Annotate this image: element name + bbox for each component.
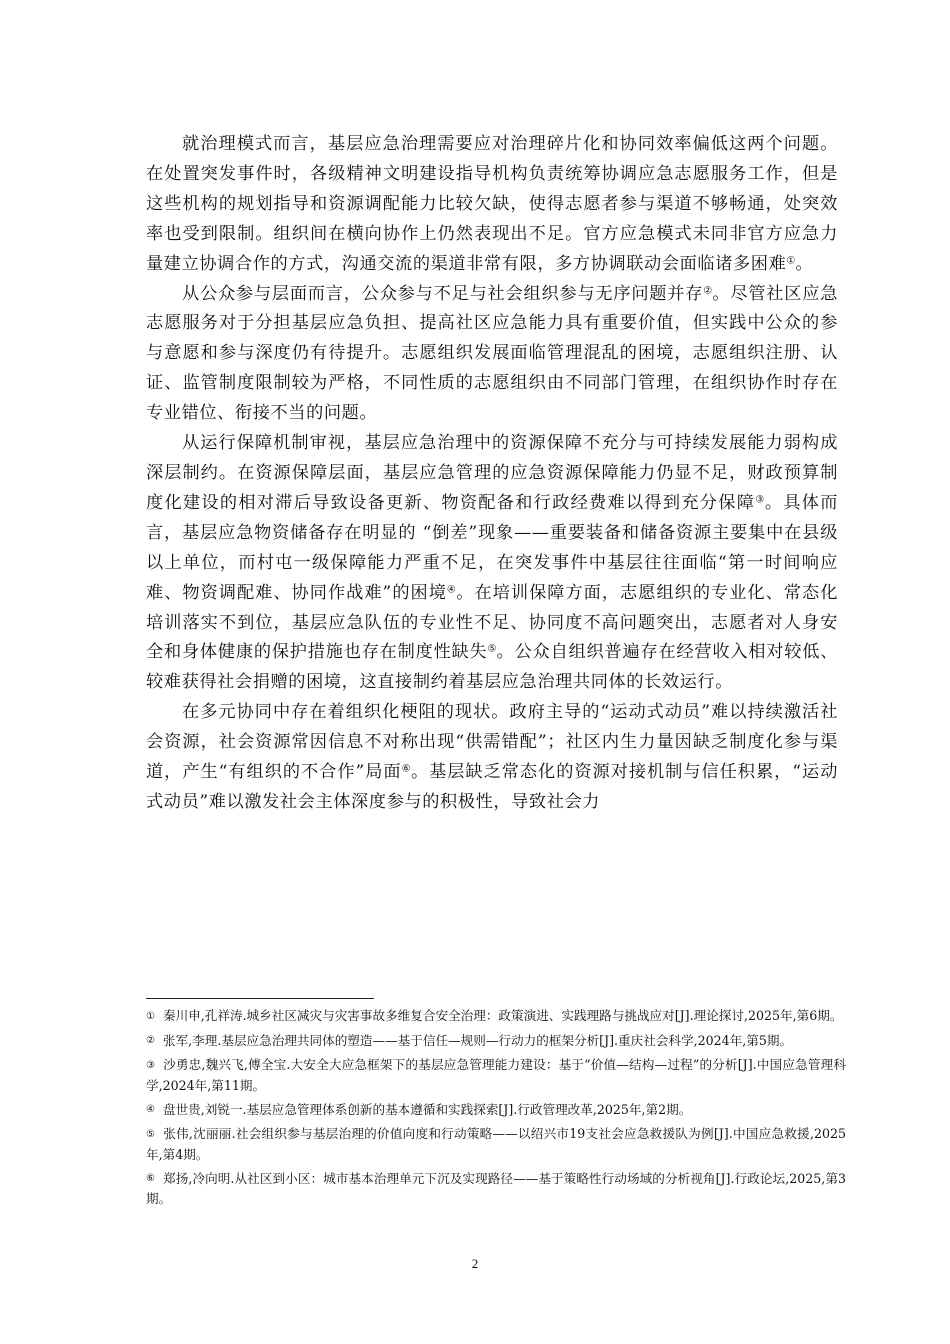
- footnote-separator: [146, 998, 374, 999]
- paragraph-text: 。基层缺乏常态化的资源对接机制与信任积累，“运动式动员”难以激发社会主体深度参与的积极性，导致社会力: [146, 762, 838, 812]
- paragraph-text: 。尽管社区应急志愿服务对于分担基层应急负担、提高社区应急能力具有重要价值，但实践中公众的参与意愿和参与深度仍有待提升。志愿组织发展面临管理混乱的困境，志愿组织注册、认证、监管制度限制较为严格，不同性质的志愿组织由不同部门管理，在组织协作时存在专业错位、衔接不当的问题。: [146, 283, 839, 424]
- paragraph-text: 就治理模式而言，基层应急治理需要应对治理碎片化和协同效率偏低这两个问题。在处置突发事件时，各级精神文明建设指导机构负责统筹协调应急志愿服务工作，但是这些机构的规划指导和资源调配能力比较欠缺，使得志愿者参与渠道不够畅通，处突效率也受到限制。组织间在横向协作上仍然表现出不足。官方应急模式未同非官方应急力量建立协调合作的方式，沟通交流的渠道非常有限，多方协调联动会面临诸多困难: [146, 134, 838, 274]
- footnote-ref-3[interactable]: ③: [755, 494, 765, 506]
- paragraph-text: 。: [795, 253, 814, 274]
- paragraph-text: 。在培训保障方面，志愿组织的专业化、常态化培训落实不到位，基层应急队伍的专业性不足、协同度不高问题突出，志愿者对人身安全和身体健康的保护措施也存在制度性缺失: [146, 582, 838, 663]
- paragraph-operation-guarantee: [146, 429, 838, 698]
- footnotes: [146, 1006, 846, 1213]
- paragraph-governance-mode: [146, 130, 838, 280]
- footnote-item: [146, 1124, 846, 1165]
- footnote-text: 张军,李理.基层应急治理共同体的塑造——基于信任—规则—行动力的框架分析[J].重庆社会科学,2024年,第5期。: [162, 1032, 793, 1048]
- footnote-text: 郑扬,冷向明.从社区到小区：城市基本治理单元下沉及实现路径——基于策略性行动场域的分析视角[J].行政论坛,2025,第3期。: [146, 1170, 846, 1206]
- footnote-mark: ①: [146, 1010, 155, 1022]
- footnote-item: [146, 1055, 846, 1096]
- paragraph-text: 从公众参与层面而言，公众参与不足与社会组织参与无序问题并存: [182, 283, 704, 304]
- footnote-mark: ④: [146, 1104, 155, 1115]
- footnote-text: 秦川申,孔祥涛.城乡社区减灾与灾害事故多维复合安全治理：政策演进、实践理路与挑战应对[J].理论探讨,2025年,第6期。: [162, 1008, 843, 1023]
- footnote-item: [146, 1100, 846, 1121]
- footnote-text: 盘世贵,刘锐一.基层应急管理体系创新的基本遵循和实践探索[J].行政管理改革,2025年,第2期。: [162, 1101, 692, 1117]
- paragraph-text: 在多元协同中存在着组织化梗阻的现状。政府主导的“运动式动员”难以持续激活社会资源，社会资源常因信息不对称出现“供需错配”；社区内生力量因缺乏制度化参与渠道，产生“有组织的不合作”局面: [146, 702, 838, 783]
- footnote-text: 张伟,沈丽丽.社会组织参与基层治理的价值向度和行动策略——以绍兴市19支社会应急救援队为例[J].中国应急救援,2025年,第4期。: [146, 1126, 847, 1162]
- footnote-item: [146, 1169, 846, 1210]
- footnote-ref-5[interactable]: ⑤: [487, 643, 497, 655]
- footnote-text: 沙勇忠,魏兴飞,傅全宝.大安全大应急框架下的基层应急管理能力建设：基于“价值—结构—过程”的分析[J].中国应急管理科学,2024年,第11期。: [146, 1057, 846, 1093]
- footnote-mark: ⑤: [146, 1128, 156, 1140]
- footnote-mark: ⑥: [146, 1173, 156, 1184]
- main-body: [146, 130, 838, 818]
- footnote-mark: ③: [146, 1059, 156, 1071]
- paragraph-public-participation: [146, 280, 838, 430]
- page-number: 2: [471, 1256, 479, 1271]
- footnote-ref-1[interactable]: ①: [786, 255, 796, 267]
- footnote-item: [146, 1006, 846, 1027]
- footnote-ref-4[interactable]: ④: [446, 584, 457, 596]
- footnote-mark: ②: [146, 1035, 155, 1046]
- footnote-ref-6[interactable]: ⑥: [401, 763, 411, 775]
- footnote-item: [146, 1031, 846, 1052]
- footnote-ref-2[interactable]: ②: [703, 285, 713, 297]
- paragraph-text: 。具体而言，基层应急物资储备存在明显的 “倒差”现象——重要装备和储备资源主要集中在县级以上单位，而村屯一级保障能力严重不足，在突发事件中基层往往面临“第一时间响应难、物资调配难、协同作战难”的困境: [146, 492, 838, 603]
- paragraph-text: 。公众自组织普遍存在经营收入相对较低、较难获得社会捐赠的困境，这直接制约着基层应急治理共同体的长效运行。: [146, 642, 838, 693]
- paragraph-text: 从运行保障机制审视，基层应急治理中的资源保障不充分与可持续发展能力弱构成深层制约。在资源保障层面，基层应急管理的应急资源保障能力仍显不足，财政预算制度化建设的相对滞后导致设备更新、物资配备和行政经费难以得到充分保障: [146, 433, 838, 513]
- paragraph-multi-collaboration: [146, 698, 838, 818]
